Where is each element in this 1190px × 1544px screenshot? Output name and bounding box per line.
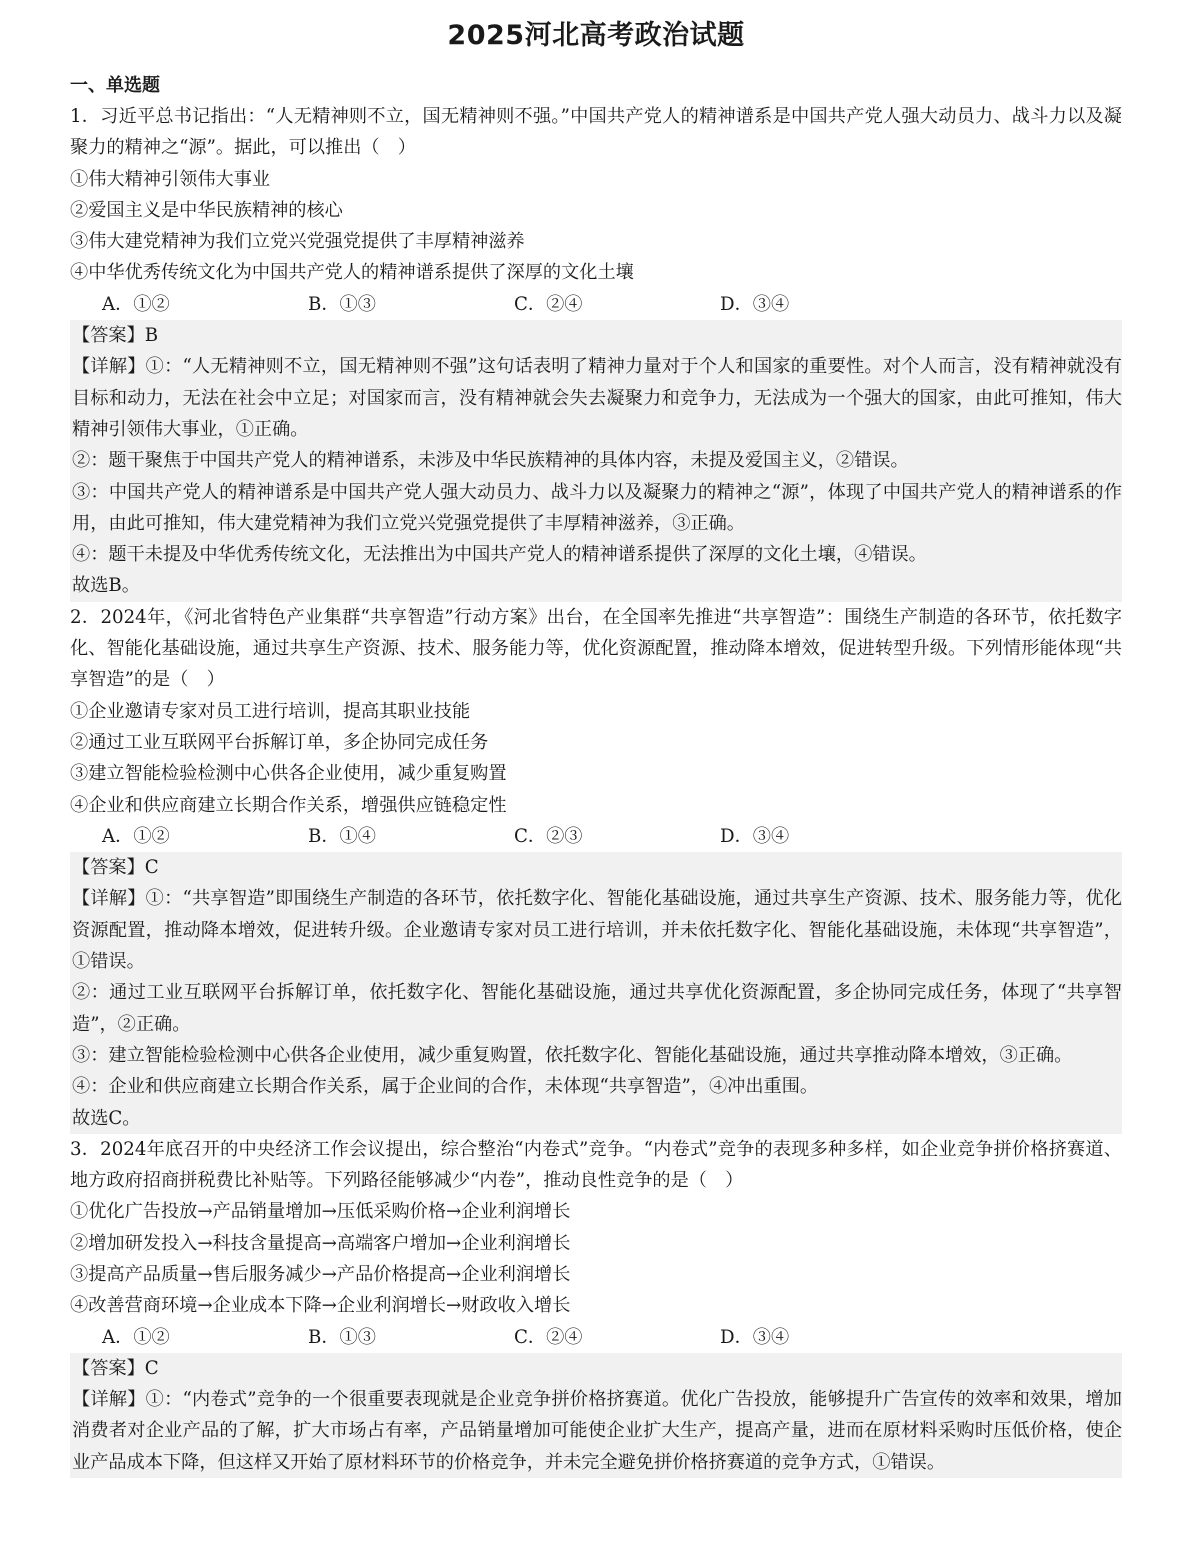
- option-a: A．①②: [102, 293, 170, 315]
- statement-item: ①伟大精神引领伟大事业: [70, 168, 271, 190]
- document-title: 2025河北高考政治试题: [447, 20, 745, 51]
- explanation-conclusion: 故选B。: [72, 575, 140, 597]
- option-b: B．①③: [308, 293, 376, 315]
- statement-item: ③提高产品质量→售后服务减少→产品价格提高→企业利润增长: [70, 1263, 571, 1285]
- section-heading: 一、单选题: [70, 75, 160, 96]
- option-c: C．②④: [514, 1326, 583, 1348]
- answer-options: [70, 1322, 1122, 1353]
- question-1: [70, 101, 1122, 602]
- answer-label: 【答案】C: [72, 1357, 159, 1379]
- explanation-paragraph: ②：通过工业互联网平台拆解订单，依托数字化、智能化基础设施，通过共享优化资源配置，多企协同完成任务，体现了“共享智造”，②正确。: [72, 982, 1122, 1035]
- option-a: A．①②: [102, 1326, 170, 1348]
- question-3: [70, 1134, 1122, 1478]
- statement-item: ④中华优秀传统文化为中国共产党人的精神谱系提供了深厚的文化土壤: [70, 262, 634, 284]
- explanation-paragraph: ③：中国共产党人的精神谱系是中国共产党人强大动员力、战斗力以及凝聚力的精神之“源”，体现了中国共产党人的精神谱系的作用，由此可推知，伟大建党精神为我们立党兴党强党提供了丰厚精神滋养，③正确。: [72, 481, 1122, 534]
- option-c: C．②④: [514, 293, 583, 315]
- explanation-paragraph: ②：题干聚焦于中国共产党人的精神谱系，未涉及中华民族精神的具体内容，未提及爱国主义，②错误。: [72, 450, 909, 472]
- option-d: D．③④: [720, 293, 790, 315]
- explanation-paragraph: ④：题干未提及中华优秀传统文化，无法推出为中国共产党人的精神谱系提供了深厚的文化土壤，④错误。: [72, 544, 927, 566]
- statement-item: ④改善营商环境→企业成本下降→企业利润增长→财政收入增长: [70, 1295, 571, 1317]
- answer-label: 【答案】B: [72, 325, 159, 347]
- answer-block: [70, 320, 1122, 602]
- answer-block: [70, 852, 1122, 1134]
- question-stem: 3．2024年底召开的中央经济工作会议提出，综合整治“内卷式”竞争。“内卷式”竞争的表现多种多样，如企业竞争拼价格挤赛道、地方政府招商拼税费比补贴等。下列路径能够减少“内卷”，推动良性竞争的是（ ）: [70, 1138, 1122, 1192]
- statement-item: ③伟大建党精神为我们立党兴党强党提供了丰厚精神滋养: [70, 231, 525, 253]
- statement-item: ②爱国主义是中华民族精神的核心: [70, 199, 343, 221]
- question-stem: 1．习近平总书记指出：“人无精神则不立，国无精神则不强。”中国共产党人的精神谱系是中国共产党人强大动员力、战斗力以及凝聚力的精神之“源”。据此，可以推出（ ）: [70, 106, 1122, 159]
- explanation-conclusion: 故选C。: [72, 1107, 141, 1129]
- option-b: B．①③: [308, 1326, 376, 1348]
- statement-item: ②通过工业互联网平台拆解订单，多企协同完成任务: [70, 731, 489, 753]
- answer-options: [70, 821, 1122, 852]
- statement-item: ①优化广告投放→产品销量增加→压低采购价格→企业利润增长: [70, 1201, 571, 1223]
- question-stem: 2．2024年，《河北省特色产业集群“共享智造”行动方案》出台，在全国率先推进“共享智造”：围绕生产制造的各环节，依托数字化、智能化基础设施，通过共享生产资源、技术、服务能力等，优化资源配置，推动降本增效，促进转型升级。下列情形能体现“共享智造”的是（ ）: [70, 606, 1122, 691]
- answer-label: 【答案】C: [72, 857, 159, 879]
- explanation-paragraph: 【详解】①：“内卷式”竞争的一个很重要表现就是企业竞争拼价格挤赛道。优化广告投放，能够提升广告宣传的效率和效果，增加消费者对企业产品的了解，扩大市场占有率，产品销量增加可能使企业扩大生产，提高产量，进而在原材料采购时压低价格，使企业产品成本下降，但这样又开始了原材料环节的价格竞争，并未完全避免拼价格挤赛道的竞争方式，①错误。: [72, 1389, 1122, 1473]
- statement-item: ④企业和供应商建立长期合作关系，增强供应链稳定性: [70, 794, 507, 816]
- statement-item: ②增加研发投入→科技含量提高→高端客户增加→企业利润增长: [70, 1232, 571, 1254]
- option-a: A．①②: [102, 825, 170, 847]
- option-c: C．②③: [514, 825, 583, 847]
- option-b: B．①④: [308, 825, 376, 847]
- question-2: [70, 602, 1122, 1134]
- explanation-paragraph: ④：企业和供应商建立长期合作关系，属于企业间的合作，未体现“共享智造”，④冲出重围。: [72, 1076, 819, 1098]
- option-d: D．③④: [720, 825, 790, 847]
- explanation-paragraph: 【详解】①：“人无精神则不立，国无精神则不强”这句话表明了精神力量对于个人和国家的重要性。对个人而言，没有精神就没有目标和动力，无法在社会中立足；对国家而言，没有精神就会失去凝聚力和竞争力，无法成为一个强大的国家，由此可推知，伟大精神引领伟大事业，①正确。: [72, 356, 1122, 440]
- answer-block: [70, 1353, 1122, 1478]
- answer-options: [70, 289, 1122, 320]
- explanation-paragraph: 【详解】①：“共享智造”即围绕生产制造的各环节，依托数字化、智能化基础设施，通过共享生产资源、技术、服务能力等，优化资源配置，推动降本增效，促进转升级。企业邀请专家对员工进行培训，并未依托数字化、智能化基础设施，未体现“共享智造”，①错误。: [72, 888, 1122, 973]
- statement-item: ①企业邀请专家对员工进行培训，提高其职业技能: [70, 700, 471, 722]
- option-d: D．③④: [720, 1326, 790, 1348]
- statement-item: ③建立智能检验检测中心供各企业使用，减少重复购置: [70, 763, 507, 785]
- explanation-paragraph: ③：建立智能检验检测中心供各企业使用，减少重复购置，依托数字化、智能化基础设施，通过共享推动降本增效，③正确。: [72, 1044, 1073, 1066]
